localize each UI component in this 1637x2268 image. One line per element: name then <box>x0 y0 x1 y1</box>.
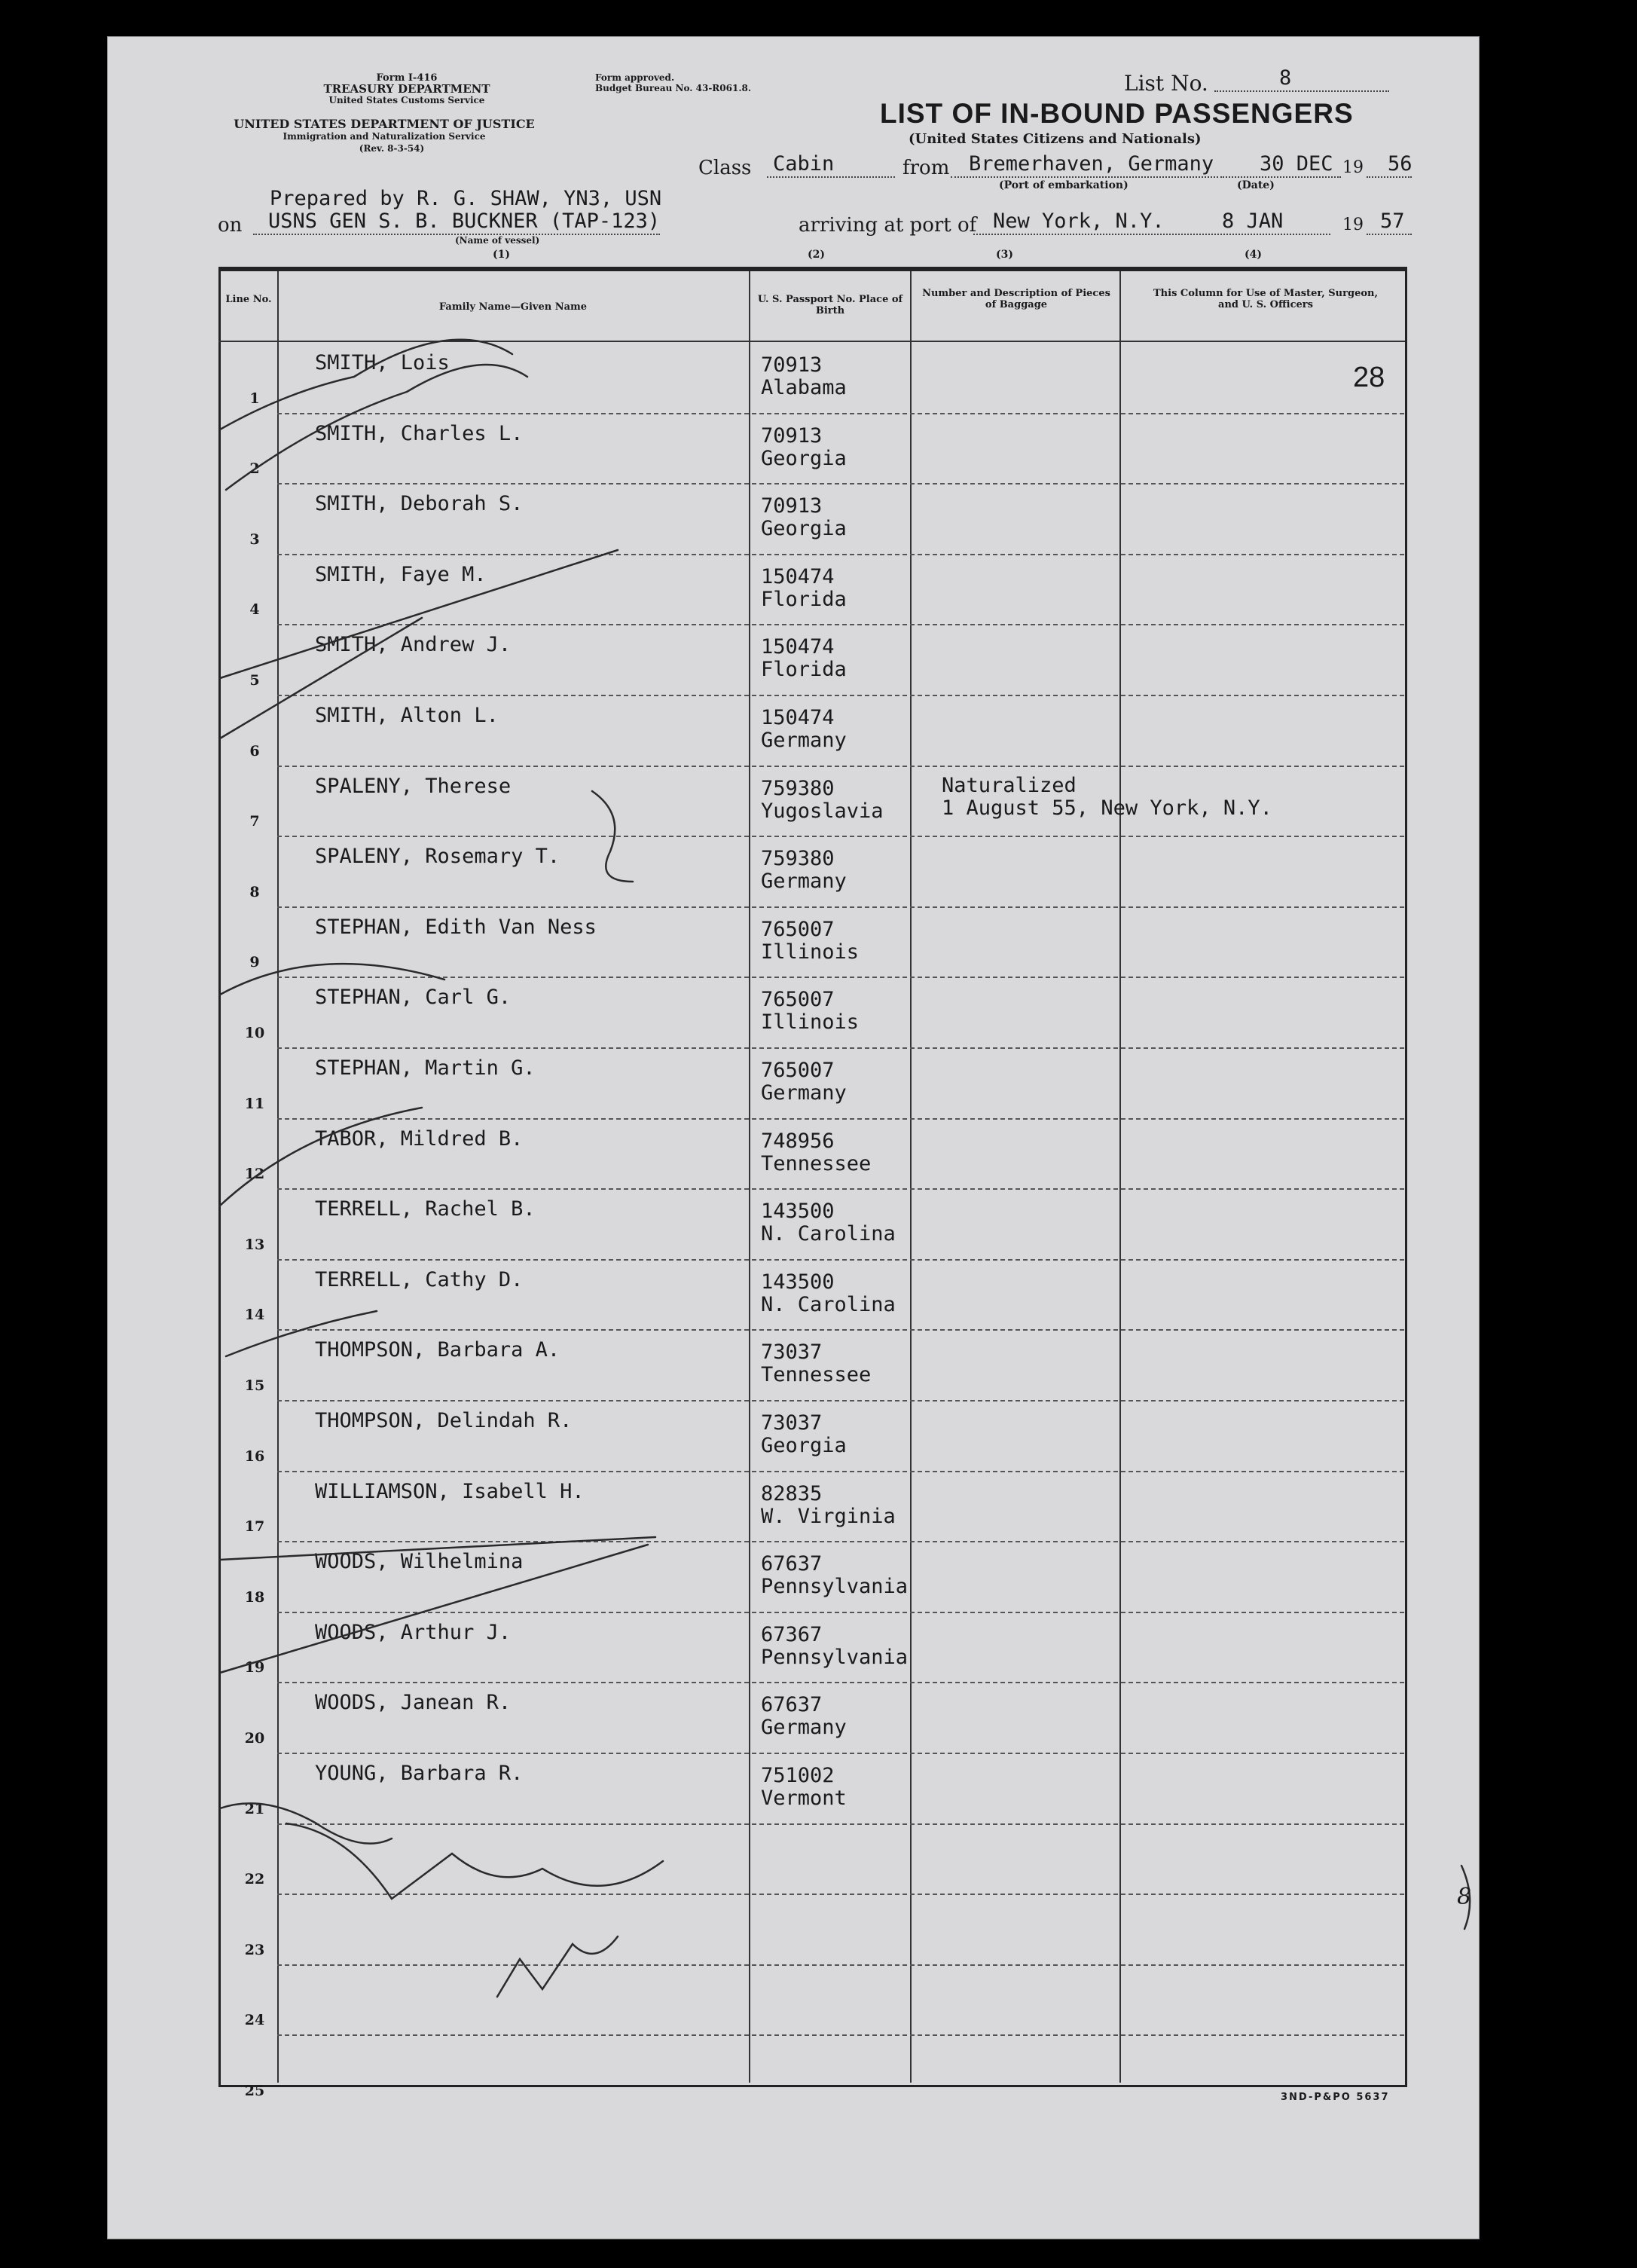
col-number-2: (2) <box>808 249 825 261</box>
embarkation-port: Bremerhaven, Germany <box>969 152 1214 176</box>
passenger-name: STEPHAN, Martin G. <box>315 1056 536 1080</box>
header-name: Family Name—Given Name <box>438 301 588 313</box>
line-number: 23 <box>244 1941 265 1958</box>
col-number-1: (1) <box>493 249 510 261</box>
ins-service: Immigration and Naturalization Service <box>283 131 486 142</box>
place-of-birth: Georgia <box>761 1434 847 1457</box>
officer-note: 28 <box>1353 362 1385 393</box>
line-number: 14 <box>244 1307 265 1324</box>
place-of-birth: Germany <box>761 1081 847 1105</box>
line-number: 6 <box>249 742 260 760</box>
year-prefix: 19 <box>1342 158 1364 177</box>
passport-number: 143500 <box>761 1200 835 1224</box>
header-line-no: Line No. <box>225 294 272 305</box>
passport-number: 759380 <box>761 847 835 871</box>
col-number-3: (3) <box>996 249 1013 261</box>
arrival-date: 8 JAN <box>1222 209 1284 233</box>
passenger-name: SMITH, Alton L. <box>315 704 499 727</box>
line-number: 24 <box>244 2012 265 2029</box>
header-passport: U. S. Passport No. Place of Birth <box>757 294 903 316</box>
passenger-name: WILLIAMSON, Isabell H. <box>315 1479 585 1503</box>
passenger-name: SMITH, Deborah S. <box>315 492 524 516</box>
passport-number: 73037 <box>761 1411 823 1435</box>
passport-number: 765007 <box>761 917 835 941</box>
place-of-birth: Florida <box>761 658 847 682</box>
line-number: 9 <box>249 954 260 971</box>
place-of-birth: Illinois <box>761 940 860 964</box>
passenger-name: SPALENY, Therese <box>315 774 512 798</box>
passenger-name: STEPHAN, Edith Van Ness <box>315 915 597 939</box>
line-number: 12 <box>244 1166 265 1183</box>
place-of-birth: Georgia <box>761 517 847 541</box>
line-number: 3 <box>249 530 260 548</box>
passport-number: 70913 <box>761 494 823 518</box>
passenger-name: TERRELL, Cathy D. <box>315 1267 524 1291</box>
passenger-name: SMITH, Andrew J. <box>315 633 512 657</box>
place-of-birth: Germany <box>761 729 847 752</box>
passenger-name: TERRELL, Rachel B. <box>315 1197 536 1221</box>
from-label: from <box>902 157 950 179</box>
place-of-birth: Vermont <box>761 1787 847 1810</box>
line-number: 21 <box>244 1800 265 1817</box>
line-number: 11 <box>244 1095 265 1112</box>
arrival-year: 57 <box>1380 209 1405 233</box>
form-subtitle: (United States Citizens and Nationals) <box>909 131 1202 147</box>
passenger-name: STEPHAN, Carl G. <box>315 986 512 1010</box>
printer-code: 3ND-P&PO 5637 <box>1281 2092 1390 2103</box>
place-of-birth: Florida <box>761 587 847 611</box>
line-number: 18 <box>244 1588 265 1606</box>
line-number: 13 <box>244 1236 265 1253</box>
baggage-note: 1 August 55, New York, N.Y. <box>942 796 1272 820</box>
class-value: Cabin <box>773 152 835 176</box>
passport-number: 748956 <box>761 1129 835 1153</box>
list-no-value: 8 <box>1279 66 1292 90</box>
passport-number: 143500 <box>761 1270 835 1294</box>
line-number: 2 <box>249 460 260 478</box>
on-label: on <box>218 214 243 237</box>
form-approved: Form approved. <box>595 72 675 83</box>
header-officers: This Column for Use of Master, Surgeon, and U. S. Officers <box>1153 288 1378 310</box>
line-number: 10 <box>244 1025 265 1041</box>
departure-date: 30 DEC <box>1260 152 1333 176</box>
line-number: 20 <box>244 1730 265 1747</box>
passport-number: 73037 <box>761 1340 823 1365</box>
date-caption: (Date) <box>1237 179 1275 191</box>
passport-number: 751002 <box>761 1764 835 1787</box>
vessel-caption: (Name of vessel) <box>455 235 540 246</box>
class-label: Class <box>698 157 752 179</box>
passenger-name: THOMPSON, Delindah R. <box>315 1409 573 1432</box>
header-baggage: Number and Description of Pieces of Baggage <box>922 288 1110 310</box>
form-title: LIST OF IN-BOUND PASSENGERS <box>880 98 1354 129</box>
passport-number: 67367 <box>761 1622 823 1646</box>
passenger-name: TABOR, Mildred B. <box>315 1126 524 1151</box>
place-of-birth: Pennsylvania <box>761 1575 909 1599</box>
passenger-name: WOODS, Arthur J. <box>315 1620 512 1644</box>
passport-number: 70913 <box>761 423 823 448</box>
passport-number: 759380 <box>761 776 835 800</box>
vessel-name: USNS GEN S. B. BUCKNER (TAP-123) <box>268 209 661 233</box>
line-number: 7 <box>249 813 260 830</box>
justice-department: UNITED STATES DEPARTMENT OF JUSTICE <box>234 117 535 131</box>
line-number: 17 <box>244 1518 265 1536</box>
place-of-birth: Germany <box>761 870 847 894</box>
arriving-label: arriving at port of <box>799 214 977 237</box>
passport-number: 150474 <box>761 706 835 729</box>
form-number: Form I-416 <box>376 72 438 84</box>
arrival-port: New York, N.Y. <box>993 209 1165 233</box>
customs-service: United States Customs Service <box>328 95 485 105</box>
line-number: 1 <box>249 390 260 407</box>
line-number: 15 <box>244 1377 265 1394</box>
place-of-birth: N. Carolina <box>761 1292 896 1316</box>
passenger-name: WOODS, Janean R. <box>315 1691 512 1715</box>
line-number: 8 <box>249 883 260 900</box>
col-number-4: (4) <box>1245 249 1262 261</box>
margin-note: 8 <box>1457 1884 1472 1910</box>
list-no-label: List No. <box>1124 71 1208 96</box>
passport-number: 765007 <box>761 988 835 1012</box>
passport-number: 70913 <box>761 353 823 377</box>
line-number: 5 <box>249 672 260 689</box>
line-number: 19 <box>244 1659 265 1677</box>
place-of-birth: Germany <box>761 1716 847 1740</box>
passport-number: 765007 <box>761 1059 835 1082</box>
port-caption: (Port of embarkation) <box>999 179 1128 191</box>
passport-number: 67637 <box>761 1693 823 1717</box>
passport-number: 67637 <box>761 1552 823 1576</box>
passenger-name: SMITH, Faye M. <box>315 562 487 586</box>
treasury-department: TREASURY DEPARTMENT <box>323 82 490 96</box>
place-of-birth: Alabama <box>761 376 847 399</box>
passenger-name: YOUNG, Barbara R. <box>315 1762 524 1785</box>
line-number: 25 <box>244 2083 265 2099</box>
revision: (Rev. 8-3-54) <box>359 143 425 154</box>
place-of-birth: N. Carolina <box>761 1222 896 1246</box>
passport-number: 150474 <box>761 564 835 588</box>
place-of-birth: W. Virginia <box>761 1504 896 1528</box>
passenger-name: SPALENY, Rosemary T. <box>315 845 560 869</box>
line-number: 16 <box>244 1447 265 1465</box>
prepared-by: Prepared by R. G. SHAW, YN3, USN <box>270 187 662 210</box>
passenger-name: SMITH, Lois <box>315 351 450 374</box>
passport-number: 150474 <box>761 635 835 659</box>
place-of-birth: Georgia <box>761 446 847 470</box>
passenger-name: THOMPSON, Barbara A. <box>315 1338 560 1362</box>
place-of-birth: Yugoslavia <box>761 799 884 823</box>
line-number: 22 <box>244 1871 265 1888</box>
place-of-birth: Illinois <box>761 1010 860 1035</box>
arrival-year-prefix: 19 <box>1342 215 1364 234</box>
passenger-name: WOODS, Wilhelmina <box>315 1550 524 1574</box>
departure-year: 56 <box>1388 152 1413 176</box>
passport-number: 82835 <box>761 1481 823 1505</box>
place-of-birth: Pennsylvania <box>761 1645 909 1669</box>
budget-bureau: Budget Bureau No. 43-R061.8. <box>595 83 752 93</box>
place-of-birth: Tennessee <box>761 1151 872 1175</box>
line-number: 4 <box>249 601 260 619</box>
place-of-birth: Tennessee <box>761 1363 872 1387</box>
passenger-name: SMITH, Charles L. <box>315 421 524 445</box>
baggage-note: Naturalized <box>942 773 1077 797</box>
